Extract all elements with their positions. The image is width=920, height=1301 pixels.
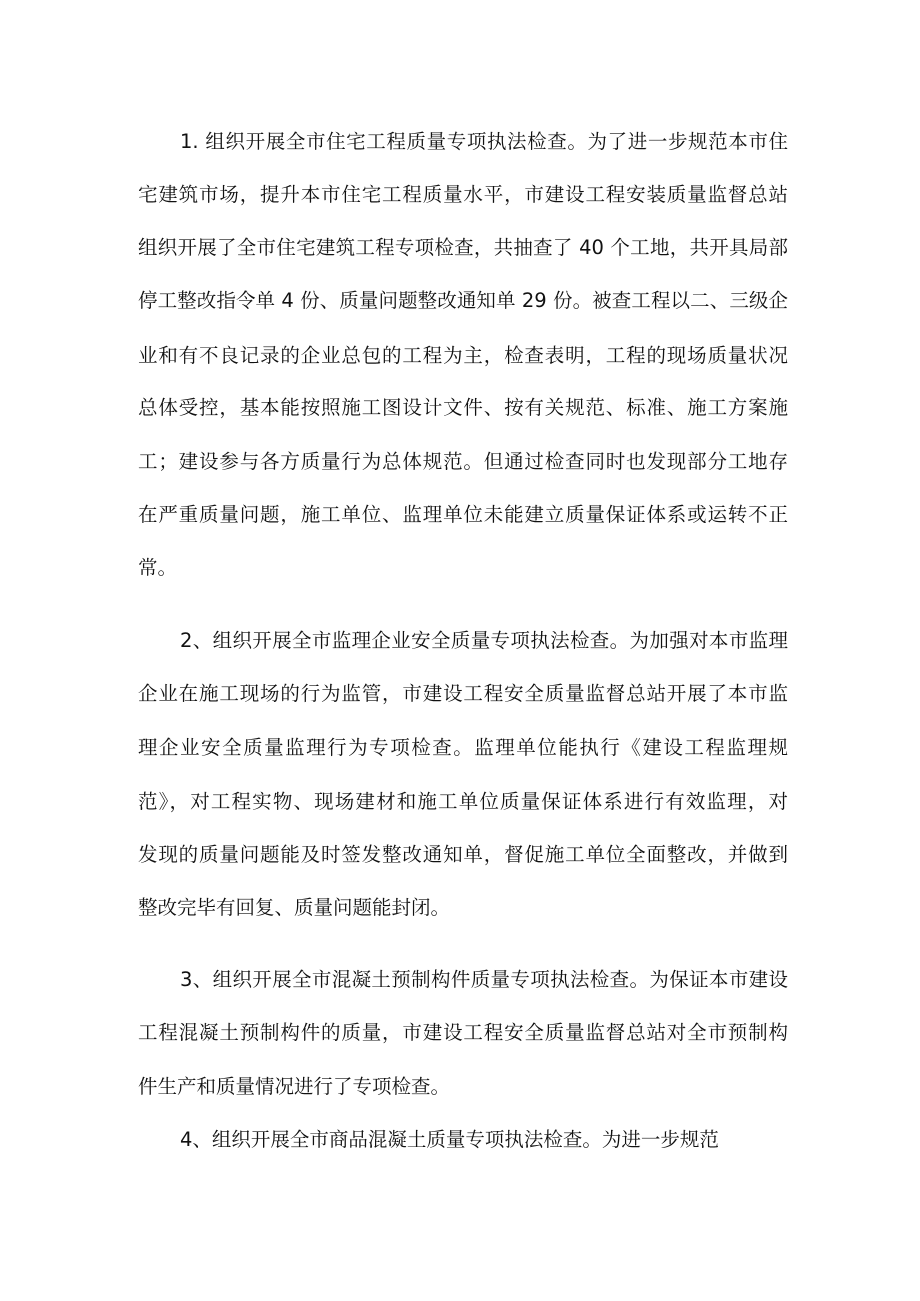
paragraph-3-line-3: 件生产和质量情况进行了专项检查。 [138, 1075, 451, 1098]
paragraph-4-line-1: 4、组织开展全市商品混凝土质量专项执法检查。为进一步规范 [180, 1128, 719, 1151]
paragraph-1-line-7: 工；建设参与各方质量行为总体规范。但通过检查同时也发现部分工地存 [138, 450, 788, 473]
paragraph-2-line-2: 企业在施工现场的行为监管，市建设工程安全质量监督总站开展了本市监 [138, 682, 788, 705]
paragraph-1-line-3: 组织开展了全市住宅建筑工程专项检查，共抽查了 40 个工地，共开具局部 [138, 236, 788, 259]
paragraph-2-line-6: 整改完毕有回复、质量问题能封闭。 [138, 896, 451, 919]
paragraph-2-line-3: 理企业安全质量监理行为专项检查。监理单位能执行《建设工程监理规 [138, 736, 788, 759]
paragraph-1-line-1: 1. 组织开展全市住宅工程质量专项执法检查。为了进一步规范本市住 [180, 130, 788, 153]
paragraph-2-line-5: 发现的质量问题能及时签发整改通知单，督促施工单位全面整改，并做到 [138, 843, 788, 866]
paragraph-1-line-6: 总体受控，基本能按照施工图设计文件、按有关规范、标准、施工方案施 [138, 396, 788, 419]
paragraph-1-line-5: 业和有不良记录的企业总包的工程为主，检查表明，工程的现场质量状况 [138, 344, 788, 367]
paragraph-2-line-1: 2、组织开展全市监理企业安全质量专项执法检查。为加强对本市监理 [180, 629, 788, 652]
paragraph-1-line-4: 停工整改指令单 4 份、质量问题整改通知单 29 份。被查工程以二、三级企 [138, 289, 788, 312]
paragraph-1-line-9: 常。 [138, 556, 178, 579]
paragraph-2-line-4: 范》，对工程实物、现场建材和施工单位质量保证体系进行有效监理，对 [138, 790, 788, 813]
paragraph-1-line-2: 宅建筑市场，提升本市住宅工程质量水平，市建设工程安装质量监督总站 [138, 183, 788, 206]
paragraph-3-line-1: 3、组织开展全市混凝土预制构件质量专项执法检查。为保证本市建设 [180, 968, 788, 991]
paragraph-3-line-2: 工程混凝土预制构件的质量，市建设工程安全质量监督总站对全市预制构 [138, 1021, 788, 1044]
paragraph-1-line-8: 在严重质量问题，施工单位、监理单位未能建立质量保证体系或运转不正 [138, 503, 788, 526]
